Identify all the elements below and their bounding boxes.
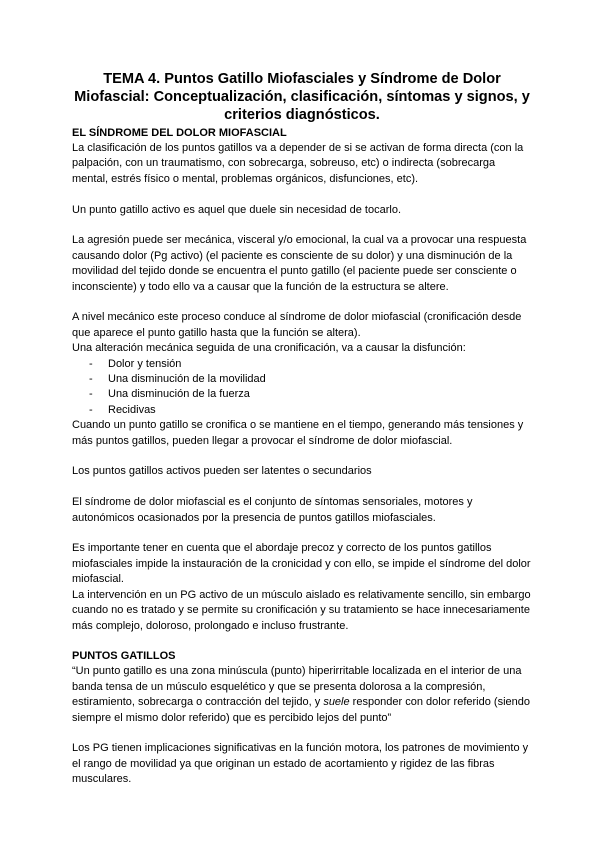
list-item-text: Dolor y tensión [108, 357, 182, 370]
list-item [72, 372, 532, 387]
dash-bullet: - [89, 403, 93, 416]
dysfunction-list [72, 357, 532, 419]
dash-bullet: - [89, 357, 93, 370]
paragraph: Los PG tienen implicaciones significativas en la función motora, los patrones de movimiento y el rango de movilidad ya que originan un estado de acortamiento y rigidez de las fibras musculares. [72, 742, 529, 786]
spacer [72, 187, 532, 202]
quote-text: responder con dolor referido (siendo siempre el mismo dolor referido) que es percibido lejos del punto” [72, 696, 530, 724]
definition-quote [72, 664, 532, 726]
section-heading-sindrome: EL SÍNDROME DEL DOLOR MIOFASCIAL [72, 127, 287, 139]
list-item [72, 357, 532, 372]
paragraph: Los puntos gatillos activos pueden ser latentes o secundarios [72, 465, 372, 478]
paragraph: Un punto gatillo activo es aquel que duele sin necesidad de tocarlo. [72, 203, 402, 216]
document-page [72, 70, 532, 788]
list-item-text: Una disminución de la movilidad [108, 373, 266, 386]
section-heading-puntos-gatillos: PUNTOS GATILLOS [72, 650, 176, 663]
list-item-text: Una disminución de la fuerza [108, 388, 250, 401]
spacer [72, 726, 532, 741]
quote-italic-word: suele [323, 696, 350, 709]
quote-text: “Un punto gatillo es una zona minúscula (punto) hiperirritable localizada en el interior de una banda tensa de un músculo esquelético y que se presenta dolorosa a la compresión, estiramiento, sobrecarga o contracción del tejido, y [72, 665, 522, 709]
paragraph: A nivel mecánico este proceso conduce al síndrome de dolor miofascial (cronificación desde que aparece el punto gatillo hasta que la función se altera). [72, 311, 522, 339]
document-title: TEMA 4. Puntos Gatillo Miofasciales y Síndrome de Dolor Miofascial: Conceptualización, clasificación, síntomas y signos, y criterios diagnósticos. [74, 71, 530, 123]
paragraph: Cuando un punto gatillo se cronifica o se mantiene en el tiempo, generando más tensiones y más puntos gatillos, pueden llegar a provocar el síndrome de dolor miofascial. [72, 419, 524, 447]
spacer [72, 295, 532, 310]
paragraph: La clasificación de los puntos gatillos va a depender de si se activan de forma directa (con la palpación, con un traumatismo, con sobrecarga, sobreuso, etc) o indirecta (sobrecarga mental, estrés físico o mental, problemas orgánicos, disfunciones, etc). [72, 142, 524, 185]
paragraph: La agresión puede ser mecánica, visceral y/o emocional, la cual va a provocar una respuesta causando dolor (Pg activo) (el paciente es consciente de su dolor) y una disminución de la movilidad del tejido donde se encuentra el punto gatillo (el paciente puede ser consciente o inconsciente) y todo ello va a causar que la función de la estructura se altere. [72, 234, 527, 293]
spacer [72, 449, 532, 464]
dash-bullet: - [89, 388, 93, 401]
dash-bullet: - [89, 373, 93, 386]
spacer [72, 480, 532, 495]
paragraph: Una alteración mecánica seguida de una cronificación, va a causar la disfunción: [72, 342, 466, 355]
paragraph: El síndrome de dolor miofascial es el conjunto de síntomas sensoriales, motores y autonómicos ocasionados por la presencia de puntos gatillos miofasciales. [72, 496, 473, 524]
list-item [72, 387, 532, 402]
list-item [72, 403, 532, 418]
spacer [72, 218, 532, 233]
spacer [72, 526, 532, 541]
paragraph: La intervención en un PG activo de un músculo aislado es relativamente sencillo, sin embargo cuando no es tratado y se permite su cronificación y su tratamiento se hace innecesariamente más complejo, doloroso, prolongado e incluso frustrante. [72, 588, 531, 632]
paragraph: Es importante tener en cuenta que el abordaje precoz y correcto de los puntos gatillos miofasciales impide la instauración de la cronicidad y con ello, se impide el síndrome del dolor miofascial. [72, 542, 531, 586]
list-item-text: Recidivas [108, 403, 156, 416]
spacer [72, 634, 532, 649]
